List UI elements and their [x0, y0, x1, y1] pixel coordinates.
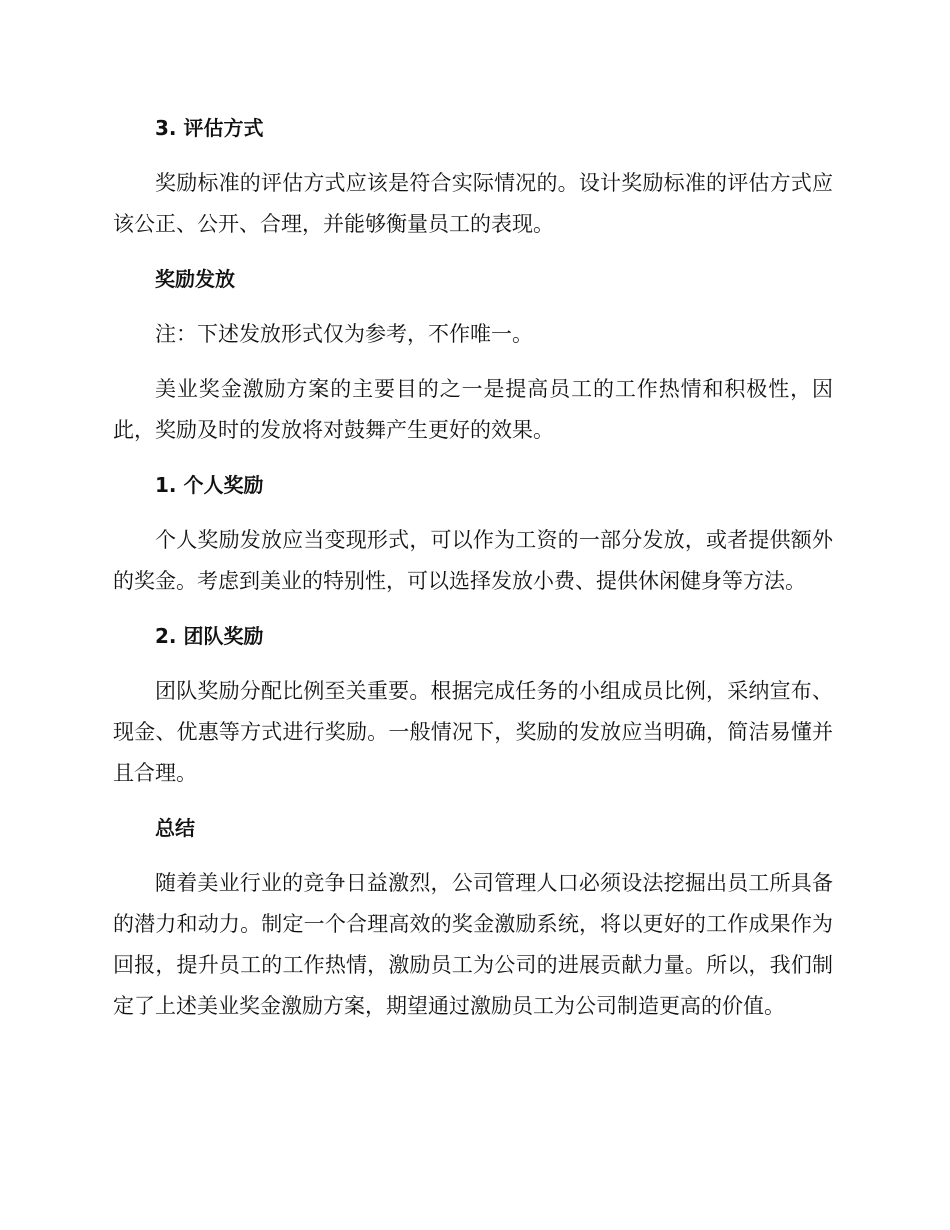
paragraph-purpose: 美业奖金激励方案的主要目的之一是提高员工的工作热情和积极性，因此，奖励及时的发放将对鼓舞产生更好的效果。 — [113, 377, 833, 442]
heading-team-reward: 2. 团队奖励 — [155, 624, 264, 648]
heading-reward-distribution: 奖励发放 — [155, 267, 235, 291]
paragraph-individual-reward: 个人奖励发放应当变现形式，可以作为工资的一部分发放，或者提供额外的奖金。考虑到美业的特别性，可以选择发放小费、提供休闲健身等方法。 — [113, 528, 833, 593]
paragraph-note: 注：下述发放形式仅为参考，不作唯一。 — [155, 322, 533, 346]
paragraph-evaluation-method: 奖励标准的评估方式应该是符合实际情况的。设计奖励标准的评估方式应该公正、公开、合理，并能够衡量员工的表现。 — [113, 171, 833, 236]
paragraph-summary: 随着美业行业的竞争日益激烈，公司管理人口必须设法挖掘出员工所具备的潜力和动力。制定一个合理高效的奖金激励系统，将以更好的工作成果作为回报，提升员工的工作热情，激励员工为公司的进展贡献力量。所以，我们制定了上述美业奖金激励方案，期望通过激励员工为公司制造更高的价值。 — [113, 871, 833, 1018]
heading-summary: 总结 — [155, 816, 195, 840]
document-body — [113, 108, 833, 1027]
heading-individual-reward: 1. 个人奖励 — [155, 473, 264, 497]
paragraph-team-reward: 团队奖励分配比例至关重要。根据完成任务的小组成员比例，采纳宣布、现金、优惠等方式进行奖励。一般情况下，奖励的发放应当明确，简洁易懂并且合理。 — [113, 679, 833, 785]
heading-evaluation-method: 3. 评估方式 — [155, 116, 264, 140]
